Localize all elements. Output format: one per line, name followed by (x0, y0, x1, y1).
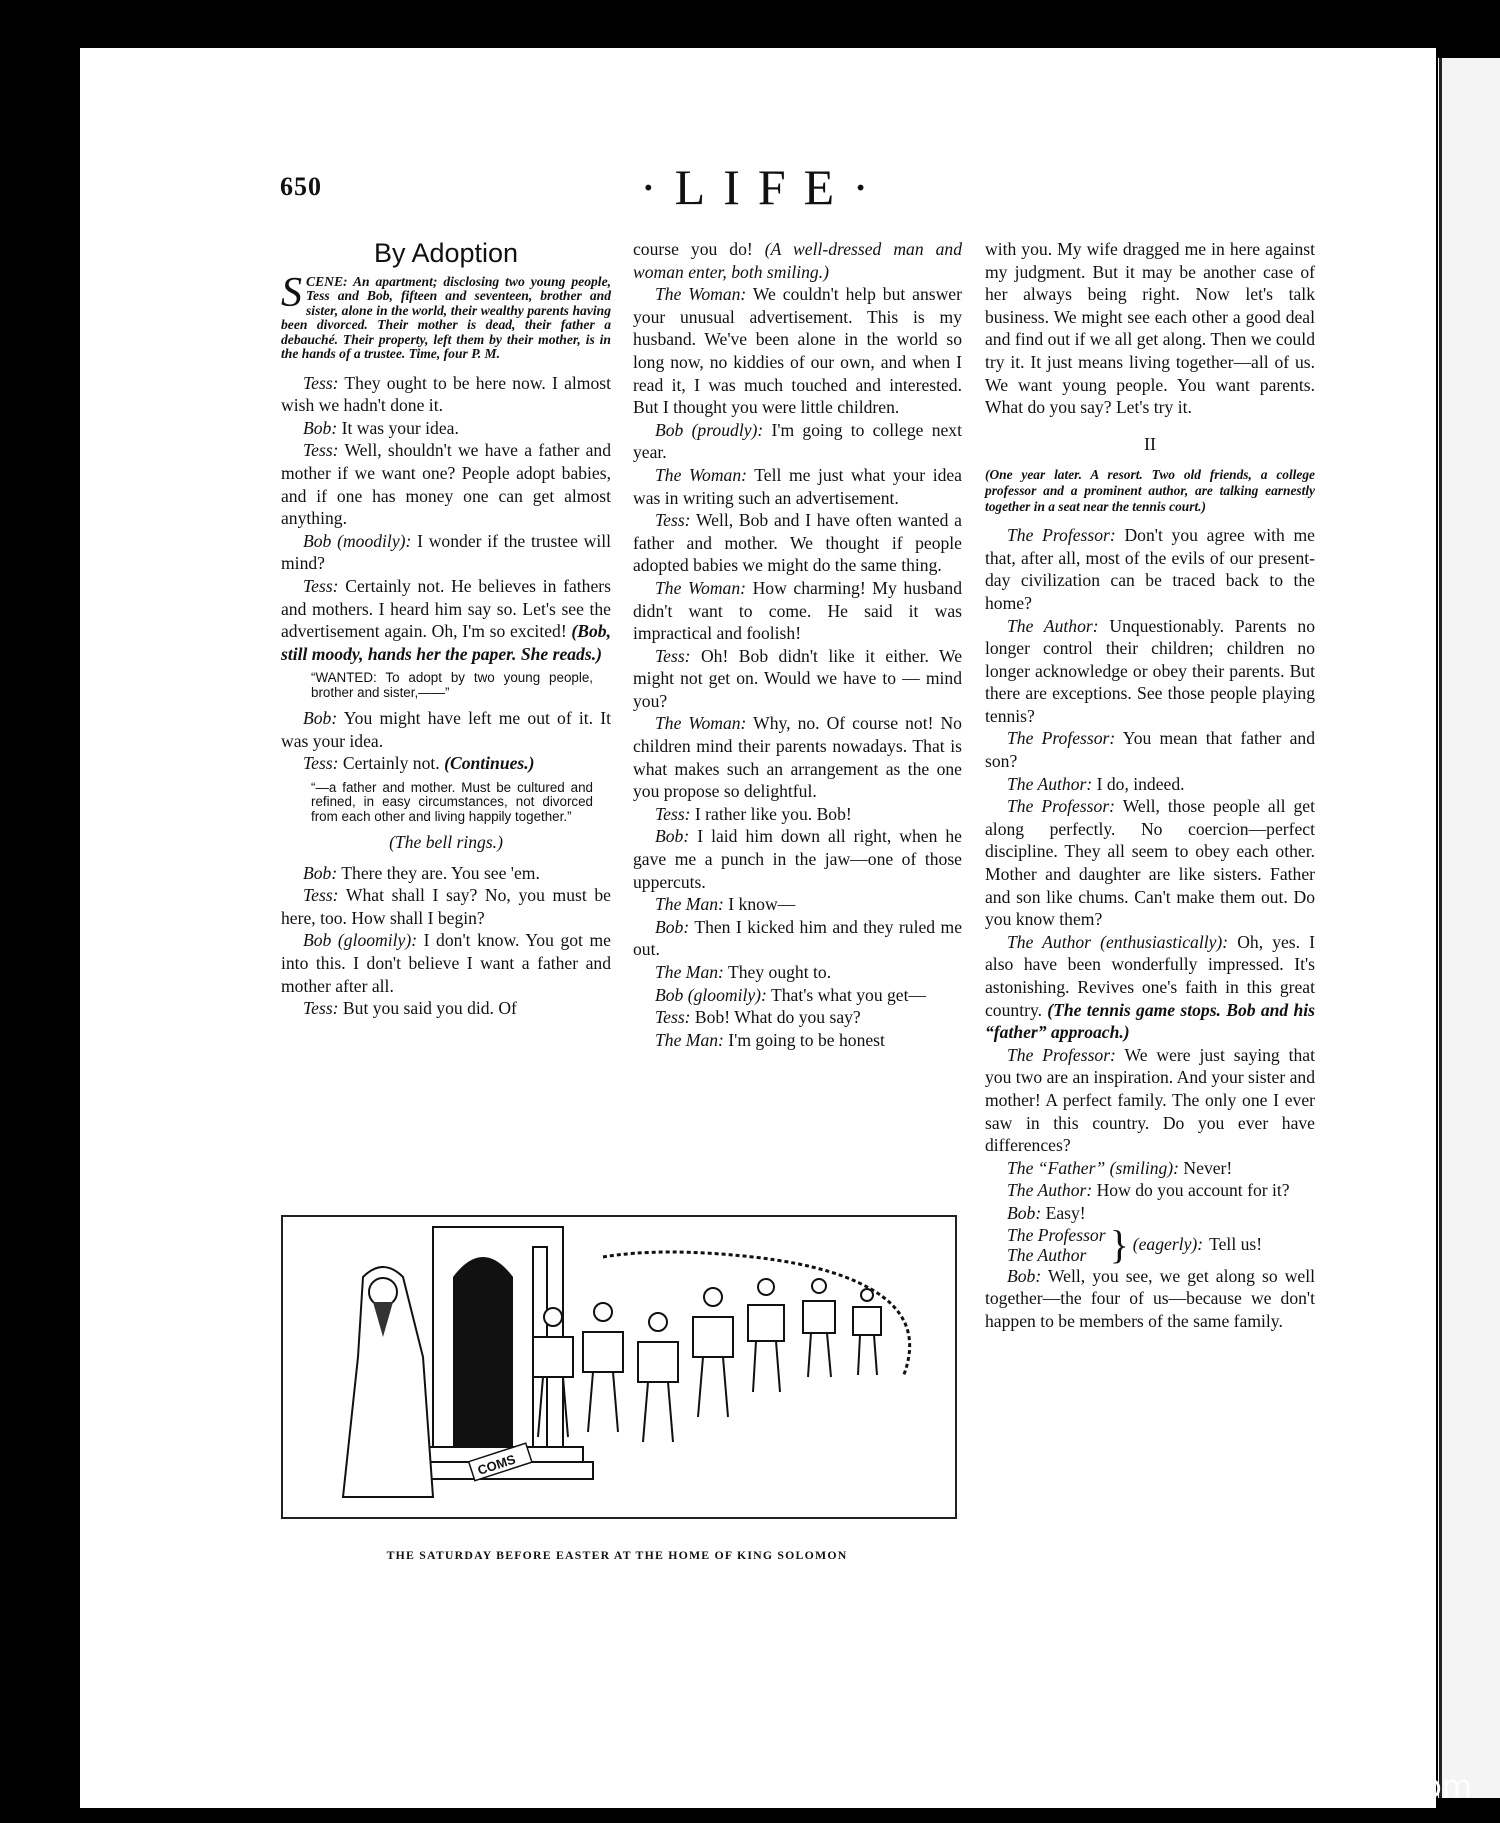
dialogue-text: Tell us! (1209, 1234, 1263, 1255)
dialogue-line (985, 524, 1315, 614)
drop-cap: S (281, 269, 302, 316)
speaker-name: The Woman: (655, 577, 746, 598)
dialogue-line (633, 825, 962, 893)
dialogue-line (633, 645, 962, 713)
dialogue-text: How charming! My husband didn't want to come. He said it was impractical and foolish! (633, 577, 962, 644)
speaker-name: Tess: (303, 885, 339, 906)
dialogue-line (985, 931, 1315, 1044)
speaker-name: Bob: (1007, 1202, 1042, 1223)
dialogue-text: Tell me just what your idea was in writing such an advertisement. (633, 464, 962, 508)
dialogue-line (985, 1179, 1315, 1202)
dialogue-line (281, 372, 611, 417)
speaker-name: Bob (proudly): (655, 419, 764, 440)
dialogue-line (985, 1202, 1315, 1225)
column-1 (281, 238, 611, 1020)
speaker-name: Bob: (655, 916, 690, 937)
stage-direction: (eagerly): (1132, 1234, 1204, 1255)
dialogue-line (633, 916, 962, 961)
dialogue-text: You might have left me out of it. It was your idea. (281, 707, 611, 751)
speaker-name: The Professor: (1007, 728, 1116, 749)
dialogue-line (985, 615, 1315, 728)
speaker-name: The Author (1007, 1244, 1087, 1265)
stage-direction: (The tennis game stops. Bob and his “father” approach.) (985, 999, 1315, 1043)
cartoon-caption: THE SATURDAY BEFORE EASTER AT THE HOME OF KING SOLOMON (386, 1548, 848, 1562)
dialogue-line (633, 464, 962, 509)
article-title: By Adoption (373, 238, 519, 268)
speaker-name: Tess: (303, 372, 339, 393)
dialogue-text: Bob! What do you say? (690, 1007, 861, 1028)
dialogue-text: I don't know. You got me into this. I don't believe I want a father and mother after all. (281, 930, 611, 996)
page-gutter (1439, 58, 1442, 1798)
dialogue-block (281, 707, 611, 775)
dialogue-text: It was your idea. (337, 417, 459, 438)
dialogue-line (281, 439, 611, 529)
dialogue-text: Oh, yes. I also have been wonderfully impressed. It's astonishing. Revives one's faith in this great country. (985, 931, 1315, 1020)
dialogue-line (633, 577, 962, 645)
dialogue-line (281, 997, 611, 1020)
dialogue-line (281, 530, 611, 575)
scene-description: SCENE: An apartment; disclosing two young people, Tess and Bob, fifteen and seventeen, brother and sister, alone in the world, their wealthy parents having been divorced. Their mother is dead, their father a debauché. Their property, left them by their mother, is in the hands of a trustee. Time, four P. M. (281, 269, 611, 362)
dialogue-line (985, 727, 1315, 772)
dialogue-block (985, 524, 1315, 1224)
dialogue-text: How do you account for it? (1092, 1180, 1290, 1201)
dialogue-text: Certainly not. He believes in fathers and mothers. I heard him say so. Let's see the advertisement again. Oh, I'm so excited! (281, 575, 611, 642)
dialogue-block (281, 372, 611, 666)
dialogue-text: You mean that father and son? (985, 728, 1315, 772)
speaker-name: Bob (moodily): (303, 530, 412, 551)
dialogue-line: Bob: Well, you see, we get along so well together—the four of us—because we don't happen to be members of the same family. (985, 1265, 1315, 1331)
dialogue-line (633, 984, 962, 1007)
speaker-name: The Man: (655, 894, 724, 915)
dialogue-text: There they are. You see 'em. (337, 862, 540, 883)
dialogue-block (633, 283, 962, 1051)
dialogue-line: course you do! (A well-dressed man and woman enter, both smiling.) (633, 239, 963, 282)
dialogue-line (281, 417, 611, 440)
speaker-name: The Professor: (1007, 525, 1116, 546)
speaker-name: Tess: (655, 803, 691, 824)
dialogue-text: I'm going to be honest (723, 1029, 885, 1050)
procession-figures (533, 1279, 881, 1442)
dialogue-line (633, 1029, 962, 1052)
dialogue-line (281, 884, 611, 929)
dialogue-text: What shall I say? No, you must be here, too. How shall I begin? (281, 885, 611, 928)
speaker-name: The Woman: (655, 713, 747, 734)
advertisement-quote: “—a father and mother. Must be cultured and refined, in easy circumstances, not divorced from each other and living happily together.” (311, 779, 593, 825)
king-head (369, 1278, 397, 1306)
speaker-name: The Author (enthusiastically): (1007, 931, 1229, 952)
dialogue-text: Never! (1179, 1157, 1233, 1178)
speaker-name: Tess: (303, 998, 339, 1019)
dialogue-text: Then I kicked him and they ruled me out. (633, 916, 962, 960)
stage-direction: (The bell rings.) (389, 832, 503, 853)
dialogue-line (633, 712, 962, 802)
dialogue-line (985, 1044, 1315, 1157)
dialogue-line (633, 419, 962, 464)
speaker-name: Bob: (303, 707, 338, 728)
dialogue-text: Why, no. Of course not! No children mind their parents nowadays. That is what makes such an arrangement as the one you propose so delightful. (633, 713, 962, 802)
dialogue-text: We couldn't help but answer your unusual advertisement. This is my husband. We've been alone in the world so long now, no kiddies of our own, and when I read it, I was much touched and interested. But I thought you were little children. (633, 284, 962, 418)
speaker-name: Tess: (655, 510, 691, 531)
speaker-name: The Man: (655, 1029, 724, 1050)
advertisement-quote: “WANTED: To adopt by two young people, brother and sister,——” (311, 670, 593, 701)
dialogue-text: Certainly not. (338, 753, 440, 774)
speaker-name: Tess: (655, 1007, 691, 1028)
dialogue-line: with you. My wife dragged me in here against my judgment. But it may be another case of her always being right. Now let's talk business. We might see each other a good deal and find out if we all get along. Then we could try it. It just means living together—all of us. We want young people. You want parents. What do you say? Let's try it. (985, 239, 1315, 418)
speaker-name: Tess: (303, 753, 339, 774)
dialogue-line (281, 752, 611, 775)
speaker-name: The Professor (1007, 1224, 1106, 1245)
dialogue-text: I laid him down all right, when he gave me a punch in the jaw—one of those uppercuts. (633, 826, 962, 892)
dialogue-text: Don't you agree with me that, after all, most of the evils of our present-day civilization can be traced back to the home? (985, 525, 1315, 613)
dialogue-line (633, 509, 962, 577)
dialogue-line (281, 707, 611, 752)
speaker-name: Tess: (655, 645, 691, 666)
column-3 (985, 238, 1315, 1332)
dialogue-line (985, 773, 1315, 796)
speaker-name: Bob (gloomily): (655, 984, 767, 1005)
facing-page-edge (1438, 58, 1500, 1798)
page-number: 650 (280, 172, 322, 201)
dialogue-line (281, 575, 611, 665)
speaker-name: Tess: (303, 575, 339, 596)
dialogue-line (633, 961, 962, 984)
speaker-name: The “Father” (smiling): (1007, 1157, 1180, 1178)
dialogue-line (985, 795, 1315, 931)
speaker-name: The Professor: (1007, 1044, 1116, 1065)
dialogue-text: We were just saying that you two are an inspiration. And your sister and mother! A perfect family. The only one I ever saw in this country. Do you ever have differences? (985, 1044, 1315, 1156)
dialogue-line (633, 803, 962, 826)
speaker-name: The Professor: (1007, 796, 1116, 817)
dialogue-text: That's what you get— (766, 984, 927, 1005)
stage-direction: (One year later. A resort. Two old friends, a college professor and a prominent author, are talking earnestly together in a seat near the tennis court.) (985, 467, 1315, 514)
dialogue-text: Well, those people all get along perfectly. No coercion—perfect discipline. They all seem to obey each other. Mother and daughter are like sisters. Father and son like chums. Can't make them out. Do you know them? (985, 796, 1316, 930)
dialogue-text: They ought to be here now. I almost wish we hadn't done it. (281, 372, 611, 416)
dialogue-text: But you said you did. Of (338, 998, 517, 1019)
dialogue-line (633, 893, 962, 916)
stage-direction: (Continues.) (444, 753, 535, 774)
cartoon-drawing (283, 1217, 955, 1517)
dialogue-line (985, 1157, 1315, 1180)
dialogue-line (281, 929, 611, 997)
speaker-name: Bob: (303, 862, 338, 883)
dialogue-text: Easy! (1041, 1202, 1086, 1223)
dialogue-text: I wonder if the trustee will mind? (281, 530, 611, 574)
dialogue-text: I do, indeed. (1092, 773, 1185, 794)
brace-line (985, 1221, 1315, 1267)
dialogue-text: I know— (723, 894, 796, 915)
dialogue-line (281, 862, 611, 885)
speaker-name: Bob (gloomily): (303, 930, 418, 951)
dialogue-text: Well, Bob and I have often wanted a father and mother. We thought if people adopted babies we might do the same thing. (633, 510, 962, 576)
dialogue-line (633, 1006, 962, 1029)
section-numeral: II (1144, 433, 1156, 454)
speaker-name: Tess: (303, 440, 339, 461)
brace-glyph: } (1109, 1221, 1129, 1267)
speaker-name: The Woman: (655, 464, 747, 485)
speaker-name: Bob: (655, 826, 690, 847)
speaker-name: The Author: (1007, 773, 1093, 794)
dialogue-line (633, 283, 962, 419)
stage-direction: (Bob, still moody, hands her the paper. She reads.) (281, 621, 611, 664)
dialogue-text: They ought to. (723, 962, 832, 982)
column-2 (633, 238, 962, 1051)
dialogue-text: Well, shouldn't we have a father and mother if we want one? People adopt babies, and if one has money one can get almost anything. (281, 440, 611, 529)
speaker-name: The Author: (1007, 1180, 1093, 1201)
dialogue-text: I rather like you. Bob! (690, 803, 852, 824)
doorway (453, 1257, 513, 1447)
dialogue-text: Oh! Bob didn't like it either. We might not get on. Would we have to — mind you? (633, 645, 962, 711)
speaker-name: The Author: (1007, 615, 1099, 636)
dialogue-text: I'm going to college next year. (633, 419, 962, 463)
dialogue-text: Unquestionably. Parents no longer control their children; children no longer acknowledge or obey their parents. But there are exceptions. See those people playing tennis? (985, 615, 1315, 726)
speaker-name: The Man: (655, 962, 724, 982)
cartoon-illustration (281, 1215, 957, 1519)
sign-text: COMS (475, 1451, 518, 1478)
masthead-life: ·LIFE· (640, 159, 887, 215)
site-watermark: comicbooks.com (1212, 1769, 1472, 1805)
dialogue-block (281, 862, 611, 1020)
speaker-name: Bob: (303, 417, 338, 438)
speaker-name: The Woman: (655, 284, 747, 305)
